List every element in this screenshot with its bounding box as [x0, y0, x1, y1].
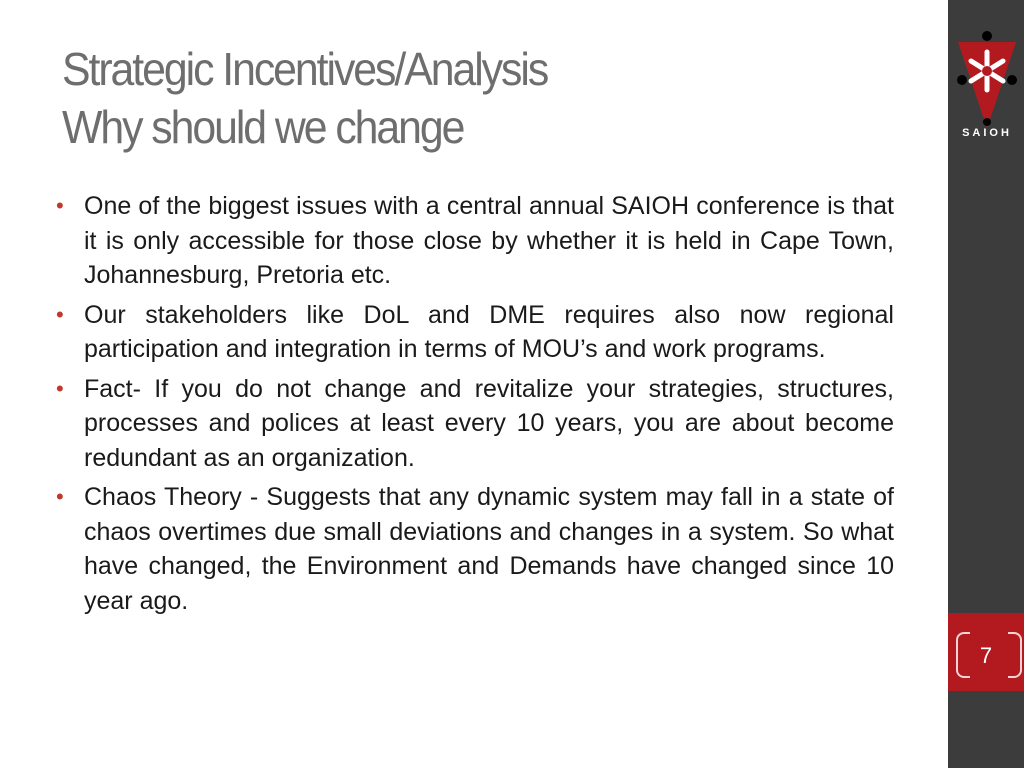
logo-text: SAIOH — [962, 127, 1012, 139]
bullet-item — [56, 298, 894, 367]
page-number: 7 — [979, 643, 993, 668]
bullet-list — [56, 189, 894, 623]
bullet-dot-icon: • — [56, 301, 64, 327]
bullet-text: Chaos Theory - Suggests that any dynamic system may fall in a state of chaos overtimes due small deviations and changes in a system. So what have changed, the Environment and Demands have changed since 10 year ago. — [84, 483, 894, 615]
slide-title-line-2: Why should we change — [62, 101, 464, 153]
slide-title — [62, 40, 862, 156]
bullet-dot-icon: • — [56, 484, 64, 509]
bullet-item — [56, 189, 894, 293]
bullet-text: Fact- If you do not change and revitalize your strategies, structures, processes and polices at least every 10 years, you are about become redundant as an organization. — [84, 374, 894, 472]
slide-title-line-1: Strategic Incentives/Analysis — [62, 43, 548, 95]
bullet-dot-icon: • — [56, 193, 64, 218]
bullet-item — [56, 372, 894, 476]
bullet-text: Our stakeholders like DoL and DME requires also now regional participation and integration in terms of MOU’s and work programs. — [84, 300, 894, 363]
bullet-dot-icon: • — [56, 375, 64, 401]
bullet-text: One of the biggest issues with a central annual SAIOH conference is that it is only accessible for those close by whether it is held in Cape Town, Johannesburg, Pretoria etc. — [84, 192, 894, 289]
bullet-item — [56, 480, 894, 618]
